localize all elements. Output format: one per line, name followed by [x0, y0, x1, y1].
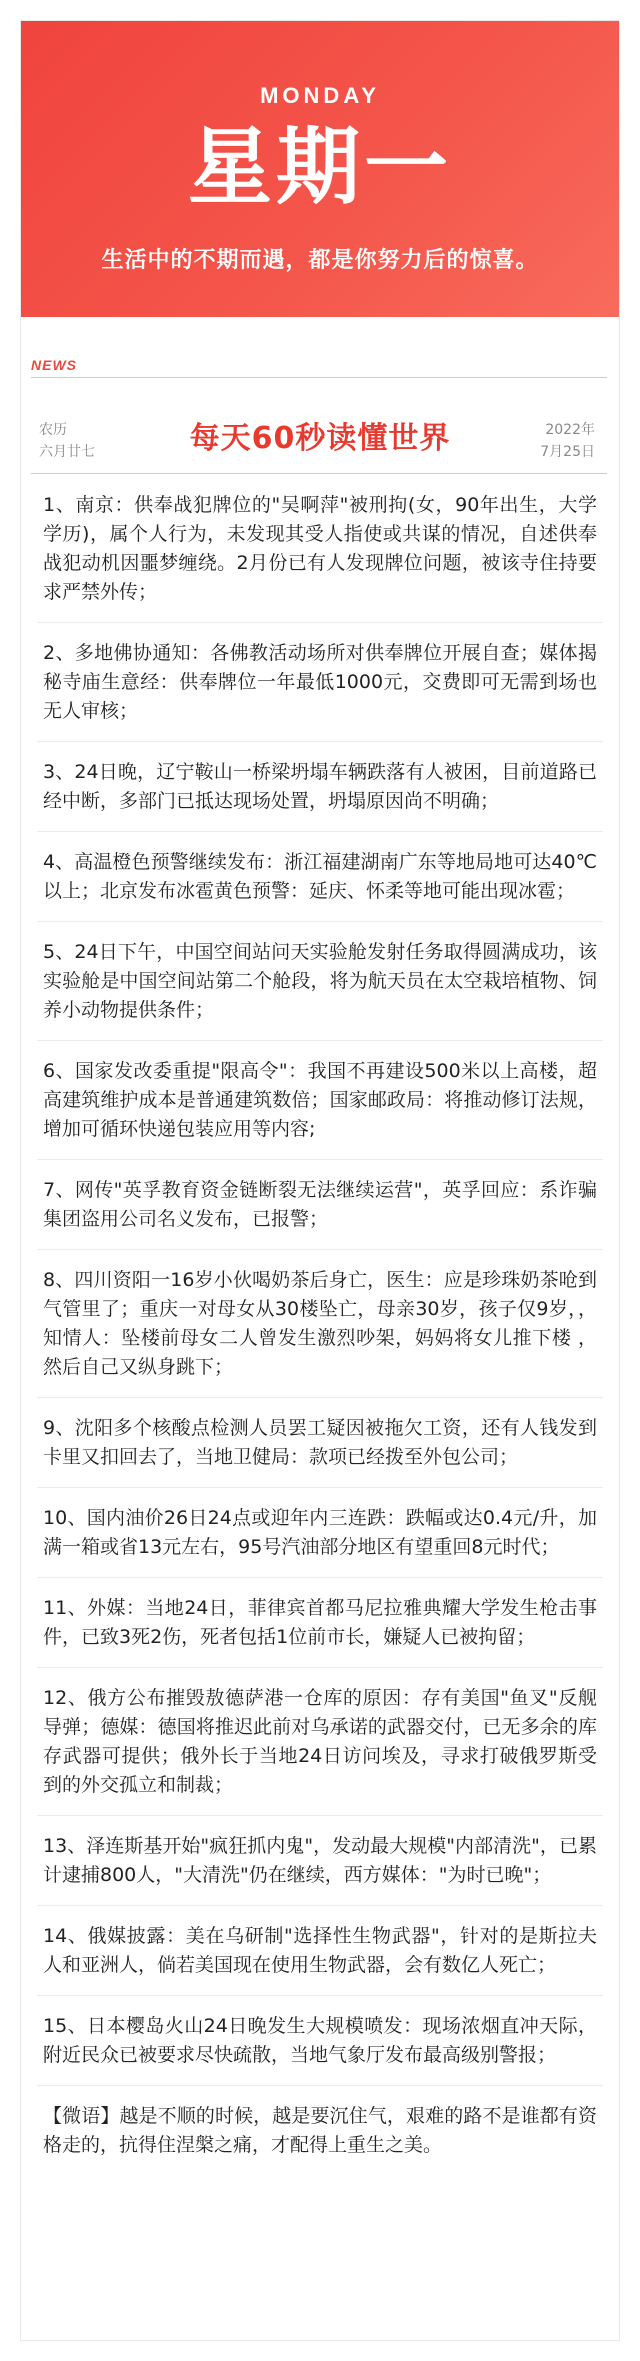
daily-motto	[37, 2086, 603, 2170]
news-item: 12、俄方公布摧毁敖德萨港一仓库的原因：存有美国"鱼叉"反舰导弹；德媒：德国将推迟此前对乌承诺的武器交付，已无多余的库存武器可提供；俄外长于当地24日访问埃及，寻求打破俄罗斯受到的外交孤立和制裁；	[37, 1668, 603, 1816]
news-item: 8、四川资阳一16岁小伙喝奶茶后身亡，医生：应是珍珠奶茶呛到气管里了；重庆一对母女从30楼坠亡，母亲30岁，孩子仅9岁，，知情人：坠楼前母女二人曾发生激烈吵架，妈妈将女儿推下楼 ，然后自己又纵身跳下；	[37, 1250, 603, 1398]
news-item: 4、高温橙色预警继续发布：浙江福建湖南广东等地局地可达40℃以上；北京发布冰雹黄色预警：延庆、怀柔等地可能出现冰雹；	[37, 832, 603, 922]
news-item: 11、外媒：当地24日，菲律宾首都马尼拉雅典耀大学发生枪击事件，已致3死2伤，死者包括1位前市长，嫌疑人已被拘留；	[37, 1578, 603, 1668]
page-frame	[20, 20, 620, 2341]
page-title: 每天60秒读懂世界	[189, 421, 451, 456]
header-banner	[21, 21, 619, 317]
banner-slogan: 生活中的不期而遇，都是你努力后的惊喜。	[101, 248, 539, 273]
motto-text: 越是不顺的时候，越是要沉住气，艰难的路不是谁都有资格走的，抗得住涅槃之痛，才配得上重生之美。	[43, 2105, 597, 2156]
news-item: 5、24日下午，中国空间站问天实验舱发射任务取得圆满成功，该实验舱是中国空间站第二个舱段，将为航天员在太空栽培植物、饲养小动物提供条件；	[37, 922, 603, 1041]
motto-tag: 【微语】	[43, 2105, 120, 2127]
date-year: 2022年	[545, 422, 595, 438]
news-item: 10、国内油价26日24点或迎年内三连跌：跌幅或达0.4元/升，加满一箱或省13元左右，95号汽油部分地区有望重回8元时代；	[37, 1488, 603, 1578]
lunar-date: 六月廿七	[39, 444, 95, 460]
news-item: 7、网传"英孚教育资金链断裂无法继续运营"，英孚回应：系诈骗集团盗用公司名义发布，已报警；	[37, 1160, 603, 1250]
news-item: 9、沈阳多个核酸点检测人员罢工疑因被拖欠工资，还有人钱发到卡里又扣回去了，当地卫健局：款项已经拨至外包公司；	[37, 1398, 603, 1488]
news-item: 1、南京：供奉战犯牌位的"吴啊萍"被刑拘(女，90年出生，大学学历)，属个人行为，未发现其受人指使或共谋的情况，自述供奉战犯动机因噩梦缠绕。2月份已有人发现牌位问题，被该寺住持要求严禁外传；	[37, 475, 603, 623]
news-item: 2、多地佛协通知：各佛教活动场所对供奉牌位开展自查；媒体揭秘寺庙生意经：供奉牌位一年最低1000元，交费即可无需到场也无人审核；	[37, 623, 603, 742]
gregorian-date-block	[540, 419, 595, 463]
divider-top	[31, 377, 607, 378]
news-item: 14、俄媒披露：美在乌研制"选择性生物武器"，针对的是斯拉夫人和亚洲人，倘若美国现在使用生物武器，会有数亿人死亡；	[37, 1906, 603, 1996]
date-day: 7月25日	[540, 444, 595, 460]
weekday-english: MONDAY	[260, 83, 380, 108]
divider-bottom	[31, 473, 607, 474]
news-item: 15、日本樱岛火山24日晚发生大规模喷发：现场浓烟直冲天际，附近民众已被要求尽快疏散，当地气象厅发布最高级别警报；	[37, 1996, 603, 2086]
news-list	[37, 475, 603, 2170]
news-item: 6、国家发改委重提"限高令"：我国不再建设500米以上高楼，超高建筑维护成本是普通建筑数倍；国家邮政局：将推动修订法规，增加可循环快递包装应用等内容;	[37, 1041, 603, 1160]
news-item: 13、泽连斯基开始"疯狂抓内鬼"，发动最大规模"内部清洗"，已累计逮捕800人，"大清洗"仍在继续，西方媒体："为时已晚"；	[37, 1816, 603, 1906]
lunar-label: 农历	[39, 422, 67, 438]
news-item: 3、24日晚，辽宁鞍山一桥梁坍塌车辆跌落有人被困，目前道路已经中断，多部门已抵达现场处置，坍塌原因尚不明确；	[37, 742, 603, 832]
news-tag: NEWS	[31, 357, 77, 373]
weekday-chinese: 星期一	[187, 118, 452, 216]
